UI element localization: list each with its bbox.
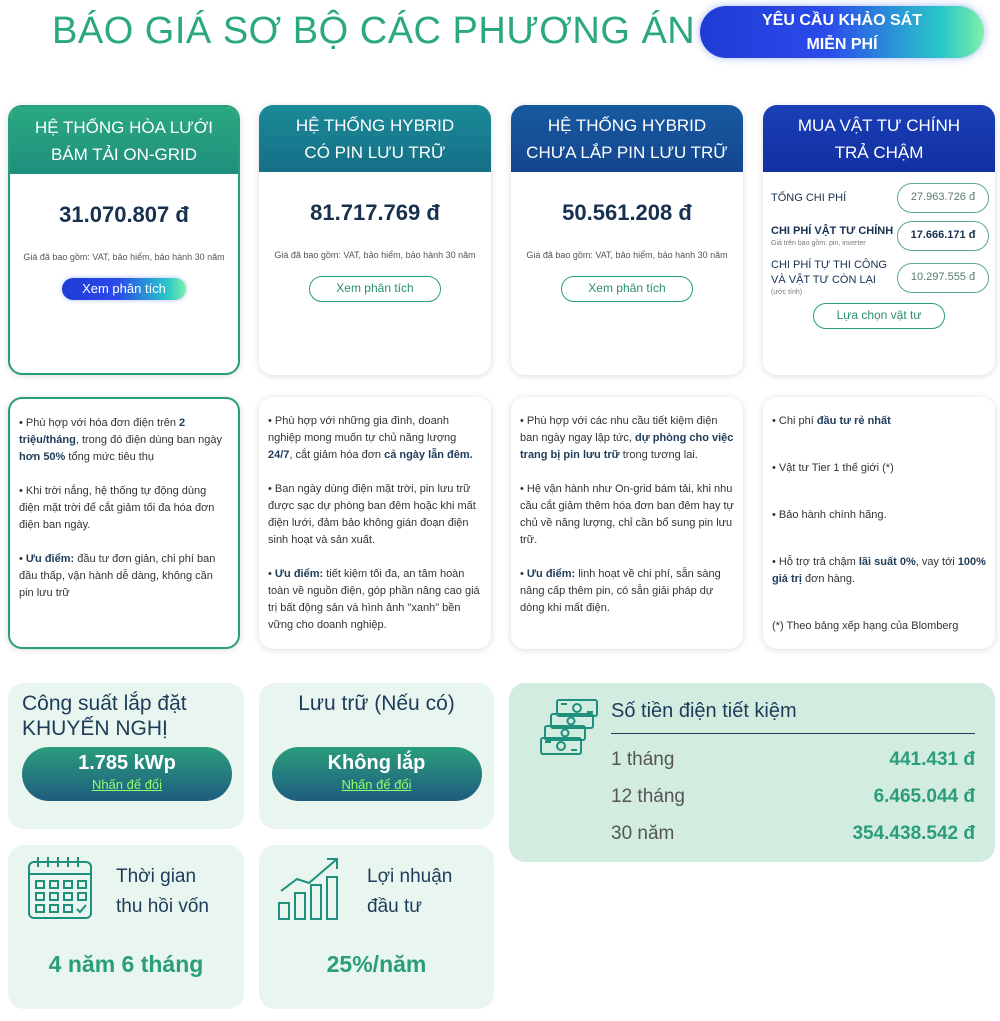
plan-card-financing[interactable]	[763, 105, 995, 375]
plan-price-note: Giá đã bao gồm: VAT, bảo hiểm, bảo hành 30 năm	[526, 250, 728, 260]
plan-title-line1: MUA VẬT TƯ CHÍNH	[797, 115, 961, 135]
growth-chart-icon	[275, 855, 345, 923]
desc-card-hybrid	[259, 397, 491, 649]
plan-price: 81.717.769 đ	[310, 200, 440, 225]
choose-materials-button[interactable]: Lựa chọn vật tư	[813, 303, 945, 329]
savings-table	[611, 741, 975, 852]
desc-paragraph: • Hỗ trợ trả chậm lãi suất 0%, vay tới 100% giá trị đơn hàng.	[772, 556, 986, 585]
plan-card-ongrid[interactable]	[8, 105, 240, 375]
plan-price: 50.561.208 đ	[562, 200, 692, 225]
desc-paragraph: • Ưu điểm: đầu tư đơn giản, chi phí ban đầu thấp, vận hành dễ dàng, không cần pin lưu trữ	[19, 553, 216, 599]
payback-label-line1: Thời gian	[116, 866, 197, 887]
desc-footnote: (*) Theo bảng xếp hạng của Blomberg	[772, 620, 959, 632]
plan-card-hybrid[interactable]	[259, 105, 491, 375]
plan-title-line2: CÓ PIN LƯU TRỮ	[304, 142, 446, 162]
desc-paragraph: • Chi phí đầu tư rẻ nhất	[772, 415, 891, 427]
payback-panel	[8, 845, 244, 1009]
plan-card-header	[10, 107, 238, 174]
plan-price-note: Giá đã bao gồm: VAT, bảo hiểm, bảo hành 30 năm	[274, 250, 476, 260]
plan-title-line2: TRẢ CHẬM	[834, 142, 924, 162]
financing-main-value: 17.666.171 đ	[897, 221, 989, 251]
profit-value: 25%/năm	[326, 951, 427, 977]
desc-paragraph: • Bảo hành chính hãng.	[772, 509, 887, 521]
capacity-title-line1: Công suất lắp đặt	[22, 692, 187, 715]
desc-paragraph: • Phù hợp với những gia đình, doanh nghiệp mong muốn tự chủ năng lượng 24/7, cắt giảm hóa đơn cả ngày lẫn đêm.	[268, 415, 473, 461]
desc-card-hybrid-no-battery	[511, 397, 743, 649]
financing-rest-value: 10.297.555 đ	[897, 263, 989, 293]
desc-paragraph: • Khi trời nắng, hệ thống tự động dùng điện mặt trời để cắt giảm tối đa hóa đơn điện ban ngày.	[19, 485, 215, 531]
plan-title-line1: HỆ THỐNG HÒA LƯỚI	[34, 117, 214, 137]
storage-value: Không lắp	[327, 752, 426, 774]
desc-paragraph: • Ban ngày dùng điện mặt trời, pin lưu trữ được sạc dự phòng ban đêm hoặc khi mất điện lưới, đảm bảo không gián đoạn điện sinh hoạt và sản xuất.	[268, 483, 476, 546]
financing-rest-row	[771, 258, 989, 297]
desc-card-financing	[763, 397, 995, 649]
plan-title-line1: HỆ THỐNG HYBRID	[547, 115, 707, 135]
view-analysis-button[interactable]: Xem phân tích	[62, 278, 186, 300]
profit-label-line2: đầu tư	[367, 896, 422, 917]
financing-total-value: 27.963.726 đ	[897, 183, 989, 213]
storage-title: Lưu trữ (Nếu có)	[298, 692, 455, 715]
financing-total-row	[771, 182, 989, 214]
plan-card-header	[259, 105, 491, 172]
financing-rest-label-line2: VÀ VẬT TƯ CÒN LẠI	[771, 274, 876, 286]
desc-paragraph: • Phù hợp với hóa đơn điện trên 2 triệu/tháng, trong đó điện dùng ban ngày hơn 50% tổng mức tiêu thụ	[19, 417, 223, 463]
request-survey-button[interactable]	[700, 6, 984, 58]
storage-change-link[interactable]: Nhấn để đổi	[341, 777, 412, 792]
financing-rest-label-line1: CHI PHÍ TỰ THI CÔNG	[771, 259, 887, 271]
savings-row: 30 năm 354.438.542 đ	[611, 823, 975, 844]
survey-button-line2: MIỄN PHÍ	[806, 36, 878, 53]
savings-panel	[509, 683, 995, 862]
savings-row: 12 tháng 6.465.044 đ	[611, 786, 975, 807]
survey-button-line1: YÊU CẦU KHẢO SÁT	[761, 12, 922, 29]
capacity-panel	[8, 683, 244, 829]
savings-title: Số tiền điện tiết kiệm	[611, 700, 797, 722]
plan-price: 31.070.807 đ	[59, 202, 189, 227]
plan-card-hybrid-no-battery[interactable]	[511, 105, 743, 375]
plan-title-line2: CHƯA LẮP PIN LƯU TRỮ	[526, 142, 728, 162]
plan-price-note: Giá đã bao gồm: VAT, bảo hiểm, bảo hành 30 năm	[23, 252, 225, 262]
view-analysis-button[interactable]: Xem phân tích	[561, 276, 693, 302]
payback-value: 4 năm 6 tháng	[48, 951, 204, 977]
profit-panel	[259, 845, 494, 1009]
money-stack-icon	[537, 696, 601, 758]
desc-paragraph: • Vật tư Tier 1 thế giới (*)	[772, 462, 894, 474]
desc-card-ongrid	[8, 397, 240, 649]
plan-card-header	[511, 105, 743, 172]
desc-paragraph: • Phù hợp với các nhu cầu tiết kiệm điện ban ngày ngay lập tức, dự phòng cho việc trang bị pin lưu trữ trong tương lai.	[520, 415, 734, 461]
financing-main-sub: Giá trên bao gồm: pin, inverter	[771, 240, 866, 247]
financing-total-label: TỔNG CHI PHÍ	[771, 191, 847, 204]
capacity-change-pill[interactable]	[22, 747, 232, 801]
desc-paragraph: • Ưu điểm: linh hoạt về chi phí, sẵn sàng nâng cấp thêm pin, có sẵn giải pháp dự dòng khi mất điện.	[520, 568, 721, 614]
plan-title-line1: HỆ THỐNG HYBRID	[295, 115, 455, 135]
payback-label-line2: thu hồi vốn	[116, 896, 209, 917]
storage-change-pill[interactable]	[272, 747, 482, 801]
view-analysis-button[interactable]: Xem phân tích	[309, 276, 441, 302]
financing-main-row	[771, 220, 989, 252]
profit-label-line1: Lợi nhuận	[367, 866, 453, 887]
desc-paragraph: • Hệ vận hành như On-grid bám tải, khi nhu cầu cắt giảm thêm hóa đơn ban đêm hay tự chủ về năng lượng, chỉ cần bổ sung pin lưu trữ.	[520, 483, 734, 546]
plan-title-line2: BÁM TẢI ON-GRID	[50, 144, 198, 164]
financing-rest-sub: (ước tính)	[771, 289, 803, 296]
financing-main-label: CHI PHÍ VẬT TƯ CHÍNH	[771, 225, 894, 237]
calendar-icon	[26, 854, 94, 922]
capacity-change-link[interactable]: Nhấn để đổi	[91, 777, 163, 792]
storage-panel	[259, 683, 494, 829]
capacity-title-line2: KHUYẾN NGHỊ	[22, 717, 168, 740]
page-title: BÁO GIÁ SƠ BỘ CÁC PHƯƠNG ÁN	[52, 10, 696, 52]
capacity-value: 1.785 kWp	[78, 752, 176, 774]
savings-row: 1 tháng 441.431 đ	[611, 749, 975, 770]
plan-card-header	[763, 105, 995, 172]
desc-paragraph: • Ưu điểm: tiết kiệm tối đa, an tâm hoàn toàn về nguồn điện, góp phần nâng cao giá trị bất động sản và hình ảnh "xanh" bền vững cho doanh nghiệp.	[268, 568, 480, 631]
